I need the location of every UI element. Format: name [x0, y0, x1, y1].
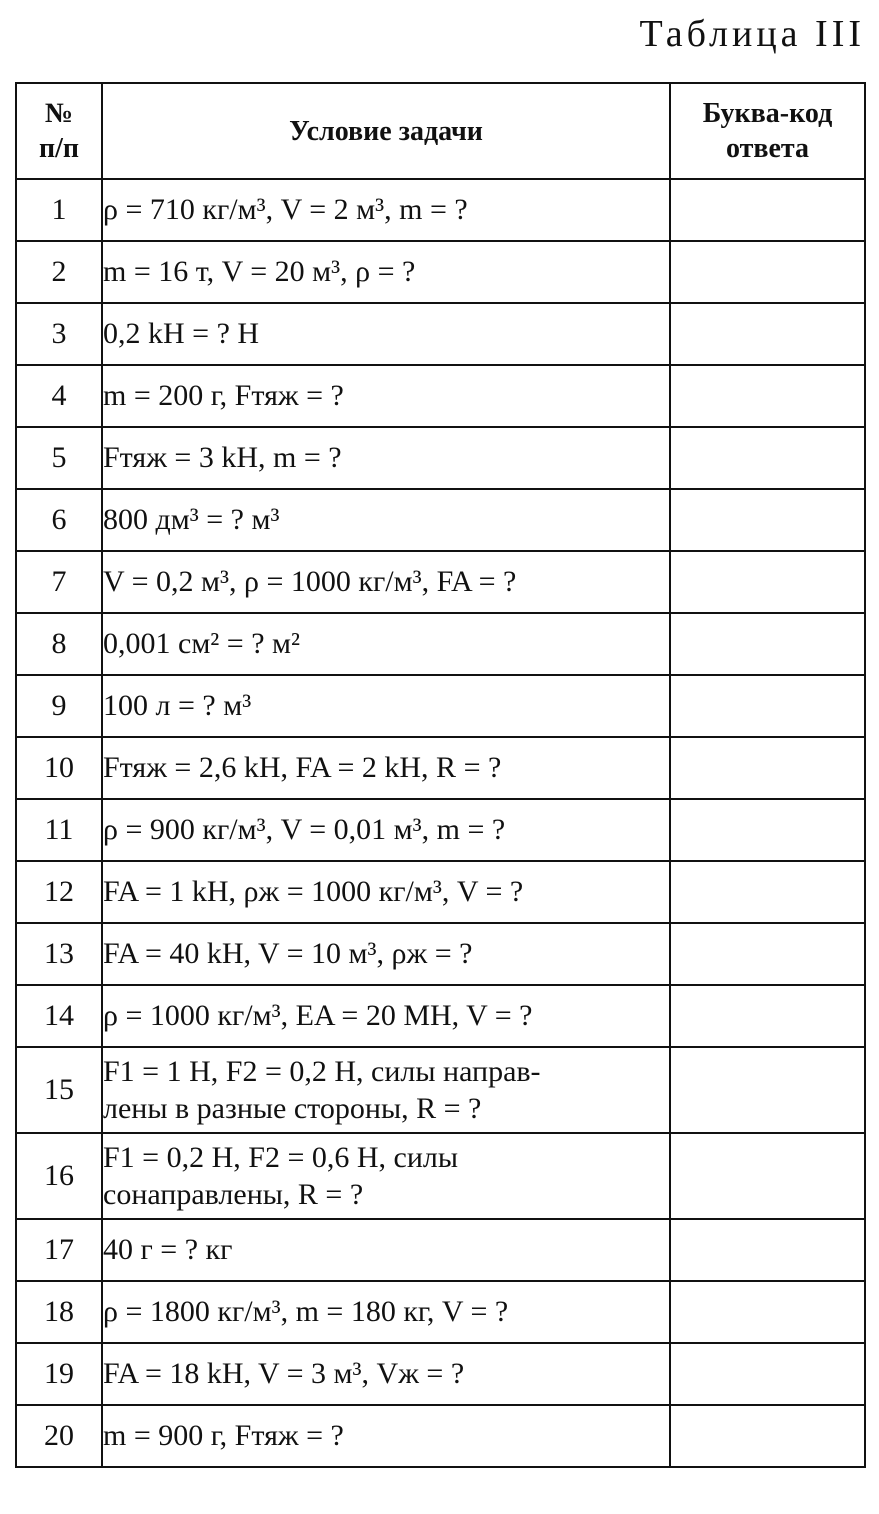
condition-text: Fтяж = 2,6 kH, FA = 2 kH, R = ?: [103, 751, 502, 785]
condition-text: ρ = 1000 кг/м³, EA = 20 MH, V = ?: [103, 999, 533, 1033]
row-answer-code[interactable]: [670, 489, 865, 551]
table-header-row: [16, 83, 865, 179]
row-answer-code[interactable]: [670, 799, 865, 861]
header-answer-code: Буква-код ответа: [670, 83, 865, 179]
row-condition: [102, 489, 670, 551]
table-row: [16, 241, 865, 303]
condition-text: FA = 40 kH, V = 10 м³, ρж = ?: [103, 937, 473, 971]
table-row: [16, 675, 865, 737]
condition-text: F1 = 0,2 H, F2 = 0,6 H, силы сонаправлены, R = ?: [103, 1140, 459, 1211]
row-number: 18: [16, 1281, 102, 1343]
row-condition: [102, 1047, 670, 1133]
row-condition: [102, 799, 670, 861]
table-row: [16, 985, 865, 1047]
row-answer-code[interactable]: [670, 861, 865, 923]
row-condition: [102, 923, 670, 985]
table-row: [16, 1343, 865, 1405]
row-number: 16: [16, 1133, 102, 1219]
row-number: 12: [16, 861, 102, 923]
row-answer-code[interactable]: [670, 1281, 865, 1343]
row-condition: [102, 303, 670, 365]
table-row: [16, 923, 865, 985]
condition-text: FA = 18 kH, V = 3 м³, Vж = ?: [103, 1357, 465, 1391]
condition-text: m = 900 г, Fтяж = ?: [103, 1419, 344, 1453]
row-answer-code[interactable]: [670, 1133, 865, 1219]
table-row: [16, 861, 865, 923]
row-number: 4: [16, 365, 102, 427]
condition-text: ρ = 710 кг/м³, V = 2 м³, m = ?: [103, 193, 468, 227]
row-number: 8: [16, 613, 102, 675]
row-number: 14: [16, 985, 102, 1047]
row-answer-code[interactable]: [670, 1219, 865, 1281]
table-row: [16, 551, 865, 613]
row-condition: [102, 427, 670, 489]
condition-text: ρ = 1800 кг/м³, m = 180 кг, V = ?: [103, 1295, 509, 1329]
row-number: 2: [16, 241, 102, 303]
condition-text: 0,001 см² = ? м²: [103, 627, 301, 661]
table-row: [16, 1405, 865, 1467]
row-condition: [102, 1133, 670, 1219]
row-answer-code[interactable]: [670, 1343, 865, 1405]
table-row: [16, 1219, 865, 1281]
row-condition: [102, 551, 670, 613]
condition-text: m = 200 г, Fтяж = ?: [103, 379, 344, 413]
row-answer-code[interactable]: [670, 1047, 865, 1133]
row-number: 7: [16, 551, 102, 613]
row-condition: [102, 365, 670, 427]
row-number: 11: [16, 799, 102, 861]
row-condition: [102, 1343, 670, 1405]
condition-text: 100 л = ? м³: [103, 689, 252, 723]
row-number: 3: [16, 303, 102, 365]
tasks-table: [15, 82, 866, 1468]
condition-text: 0,2 kH = ? H: [103, 317, 260, 351]
table-row: [16, 179, 865, 241]
row-condition: [102, 613, 670, 675]
condition-text: Fтяж = 3 kH, m = ?: [103, 441, 342, 475]
row-condition: [102, 861, 670, 923]
row-answer-code[interactable]: [670, 179, 865, 241]
row-number: 15: [16, 1047, 102, 1133]
row-answer-code[interactable]: [670, 923, 865, 985]
condition-text: ρ = 900 кг/м³, V = 0,01 м³, m = ?: [103, 813, 506, 847]
row-number: 17: [16, 1219, 102, 1281]
row-condition: [102, 737, 670, 799]
row-answer-code[interactable]: [670, 675, 865, 737]
row-answer-code[interactable]: [670, 985, 865, 1047]
header-condition: Условие задачи: [102, 83, 670, 179]
row-condition: [102, 675, 670, 737]
table-row: [16, 1281, 865, 1343]
row-answer-code[interactable]: [670, 303, 865, 365]
page-title: Таблица III: [639, 13, 865, 55]
row-condition: [102, 1281, 670, 1343]
condition-text: m = 16 т, V = 20 м³, ρ = ?: [103, 255, 416, 289]
table-row: [16, 427, 865, 489]
row-condition: [102, 179, 670, 241]
row-answer-code[interactable]: [670, 551, 865, 613]
row-answer-code[interactable]: [670, 365, 865, 427]
condition-text: 800 дм³ = ? м³: [103, 503, 280, 537]
table-row: [16, 613, 865, 675]
condition-text: F1 = 1 H, F2 = 0,2 H, силы направ- лены в разные стороны, R = ?: [103, 1054, 541, 1125]
table-row: [16, 489, 865, 551]
condition-text: V = 0,2 м³, ρ = 1000 кг/м³, FA = ?: [103, 565, 517, 599]
row-number: 13: [16, 923, 102, 985]
table-row: [16, 1047, 865, 1133]
row-number: 6: [16, 489, 102, 551]
condition-text: FA = 1 kH, ρж = 1000 кг/м³, V = ?: [103, 875, 524, 909]
row-number: 20: [16, 1405, 102, 1467]
table-row: [16, 303, 865, 365]
table-row: [16, 737, 865, 799]
row-number: 1: [16, 179, 102, 241]
row-answer-code[interactable]: [670, 613, 865, 675]
row-condition: [102, 241, 670, 303]
row-answer-code[interactable]: [670, 427, 865, 489]
row-answer-code[interactable]: [670, 241, 865, 303]
row-number: 9: [16, 675, 102, 737]
condition-text: 40 г = ? кг: [103, 1233, 233, 1267]
header-number: № п/п: [16, 83, 102, 179]
row-condition: [102, 985, 670, 1047]
row-answer-code[interactable]: [670, 1405, 865, 1467]
row-condition: [102, 1219, 670, 1281]
row-number: 10: [16, 737, 102, 799]
row-number: 19: [16, 1343, 102, 1405]
row-number: 5: [16, 427, 102, 489]
row-condition: [102, 1405, 670, 1467]
table-row: [16, 1133, 865, 1219]
table-row: [16, 799, 865, 861]
table-row: [16, 365, 865, 427]
row-answer-code[interactable]: [670, 737, 865, 799]
